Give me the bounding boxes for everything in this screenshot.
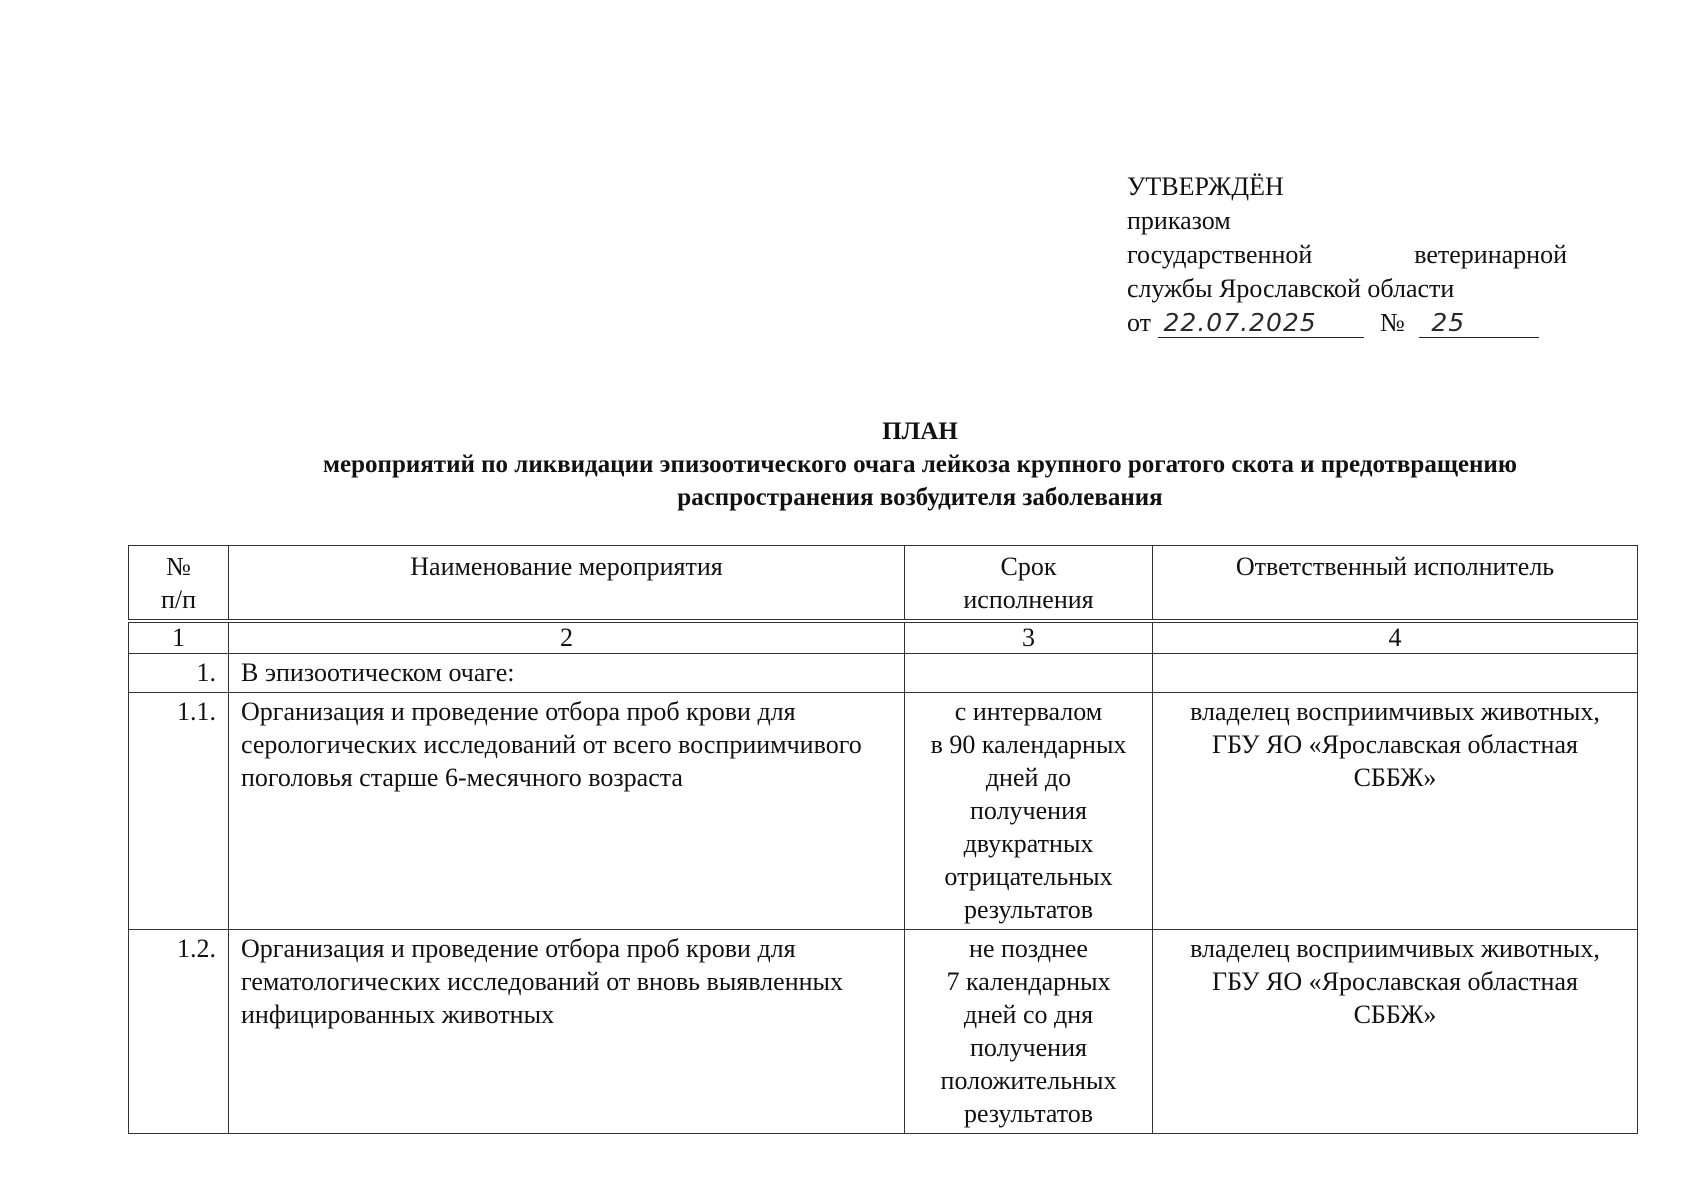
approval-date-number-line xyxy=(1127,306,1567,340)
row-responsible: владелец восприимчивых животных, ГБУ ЯО «Ярославская областная СББЖ» xyxy=(1153,930,1638,1134)
row-responsible xyxy=(1153,654,1638,693)
table-row xyxy=(129,930,1638,1134)
row-term: не позднее 7 календарных дней со дня получения положительных результатов xyxy=(905,930,1153,1134)
column-number: 4 xyxy=(1153,621,1638,654)
title-subtitle-line2: распространения возбудителя заболевания xyxy=(677,484,1163,511)
approval-number-sign: № xyxy=(1380,308,1405,337)
approval-number-handwritten: 25 xyxy=(1419,309,1539,338)
approval-date-prefix: от xyxy=(1127,308,1152,337)
column-number: 2 xyxy=(229,621,905,654)
title-main: ПЛАН xyxy=(882,418,958,445)
row-term xyxy=(905,654,1153,693)
row-name: В эпизоотическом очаге: xyxy=(229,654,905,693)
document-title xyxy=(120,415,1703,514)
row-name: Организация и проведение отбора проб крови для гематологических исследований от вновь выявленных инфицированных животных xyxy=(229,930,905,1134)
column-number: 1 xyxy=(129,621,229,654)
header-num: № п/п xyxy=(129,546,229,622)
header-responsible: Ответственный исполнитель xyxy=(1153,546,1638,622)
approval-authority-right: ветеринарной xyxy=(1414,240,1567,269)
title-subtitle-line1: мероприятий по ликвидации эпизоотического очага лейкоза крупного рогатого скота и предотвращению xyxy=(323,451,1517,478)
table-row xyxy=(129,654,1638,693)
table-row xyxy=(129,693,1638,930)
plan-table xyxy=(128,545,1638,1134)
row-num: 1.1. xyxy=(129,693,229,930)
row-term: с интервалом в 90 календарных дней до получения двукратных отрицательных результатов xyxy=(905,693,1153,930)
row-num: 1.2. xyxy=(129,930,229,1134)
column-number-row xyxy=(129,621,1638,654)
approval-region: службы Ярославской области xyxy=(1127,274,1455,303)
column-number: 3 xyxy=(905,621,1153,654)
approval-authority-line xyxy=(1127,238,1567,272)
row-responsible: владелец восприимчивых животных, ГБУ ЯО «Ярославская областная СББЖ» xyxy=(1153,693,1638,930)
approval-date-handwritten: 22.07.2025 xyxy=(1158,309,1364,338)
row-name: Организация и проведение отбора проб крови для серологических исследований от всего восприимчивого поголовья старше 6-месячного возраста xyxy=(229,693,905,930)
approval-authority-left: государственной xyxy=(1127,240,1313,269)
row-num: 1. xyxy=(129,654,229,693)
approval-stamp xyxy=(1127,170,1567,340)
approval-order-label: приказом xyxy=(1127,206,1231,235)
approval-title: УТВЕРЖДЁН xyxy=(1127,172,1284,201)
header-term: Срок исполнения xyxy=(905,546,1153,622)
header-name: Наименование мероприятия xyxy=(229,546,905,622)
table-header-row xyxy=(129,546,1638,622)
